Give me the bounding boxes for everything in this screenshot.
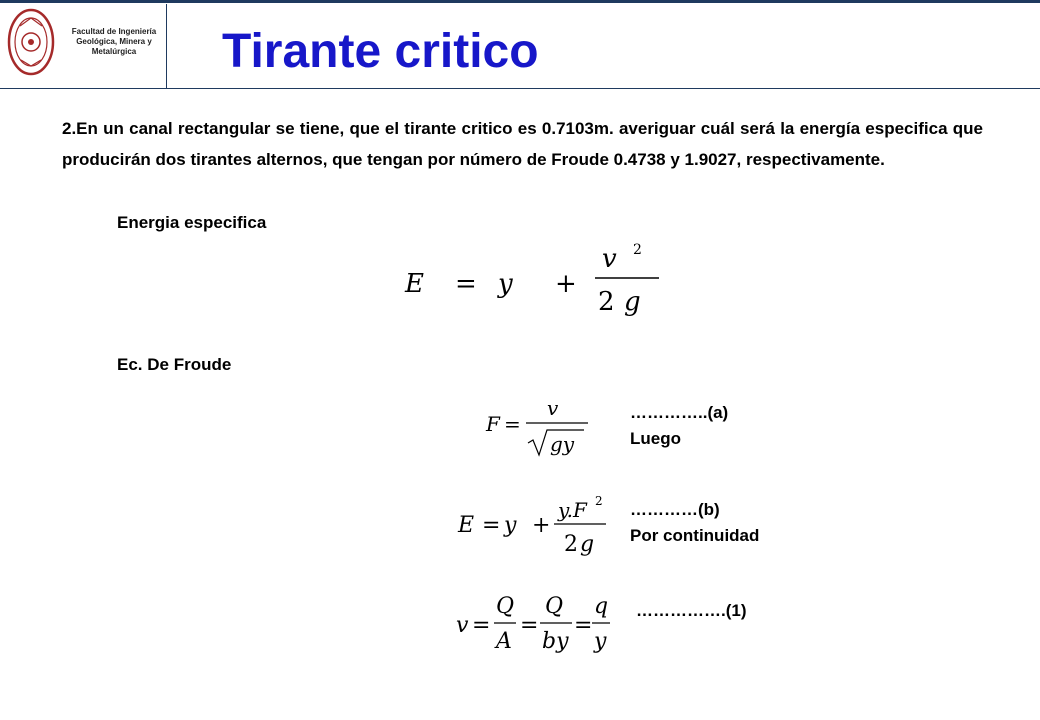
- page-title: Tirante critico: [222, 25, 539, 78]
- energy-notes: [630, 497, 759, 549]
- faculty-line: Facultad de Ingeniería: [71, 27, 157, 36]
- energy-froude-equation: [454, 493, 614, 561]
- froude-label: Ec. De Froude: [117, 355, 232, 374]
- faculty-line: Geológica, Minera y: [76, 37, 152, 46]
- equation-tag-1: …………….(1): [636, 601, 747, 620]
- eq-symbol: v: [547, 396, 559, 420]
- eq-symbol: y: [498, 269, 513, 299]
- eq-symbol: =: [574, 613, 593, 638]
- header-horizontal-divider: [0, 88, 1040, 89]
- faculty-name: [60, 27, 168, 57]
- eq-symbol: =: [504, 412, 521, 436]
- problem-statement: 2.En un canal rectangular se tiene, que el tirante critico es 0.7103m. averiguar cuál será la energía especifica que producirán dos tirantes alternos, que tengan por número de Froude 0.4738 y 1.9027, respectivamente.: [62, 119, 983, 169]
- energy-label: Energia especifica: [117, 213, 267, 232]
- continuidad-text: Por continuidad: [630, 526, 760, 545]
- eq-symbol: y: [504, 513, 517, 538]
- eq-symbol: E: [405, 269, 424, 299]
- eq-symbol: E: [458, 513, 475, 538]
- eq-symbol: 2: [595, 494, 603, 508]
- eq-symbol: by: [542, 629, 569, 654]
- eq-symbol: =: [482, 513, 501, 538]
- specific-energy-equation: [395, 240, 670, 320]
- eq-symbol: +: [532, 513, 551, 538]
- university-logo-icon: [6, 6, 56, 78]
- eq-symbol: 2: [633, 242, 642, 258]
- eq-symbol: v: [456, 613, 469, 638]
- eq-symbol: =: [455, 269, 477, 299]
- froude-notes: [630, 400, 728, 452]
- eq-symbol: 2: [598, 287, 615, 317]
- eq-symbol: Q: [545, 594, 564, 619]
- eq-symbol: =: [520, 613, 539, 638]
- continuity-equation: [454, 590, 624, 660]
- eq-symbol: Q: [496, 594, 515, 619]
- equation-tag-b: …………(b): [630, 500, 720, 519]
- continuity-notes: [636, 598, 747, 624]
- equation-tag-a: …………..(a): [630, 403, 729, 422]
- eq-symbol: =: [472, 613, 491, 638]
- luego-text: Luego: [630, 429, 681, 448]
- eq-symbol: q: [594, 594, 609, 619]
- eq-symbol: gy: [550, 432, 575, 456]
- eq-symbol: F: [486, 412, 500, 436]
- eq-symbol: A: [496, 629, 512, 654]
- eq-symbol: v: [602, 244, 617, 274]
- eq-symbol: g: [580, 532, 595, 557]
- top-border-line: [0, 0, 1040, 3]
- faculty-line: Metalúrgica: [91, 47, 137, 56]
- froude-equation: [484, 393, 594, 463]
- header-vertical-divider: [166, 4, 167, 88]
- eq-symbol: 2: [564, 532, 578, 557]
- eq-symbol: y: [594, 629, 607, 654]
- eq-symbol: g: [624, 287, 641, 317]
- eq-symbol: y.F: [558, 498, 587, 522]
- eq-symbol: +: [555, 269, 577, 299]
